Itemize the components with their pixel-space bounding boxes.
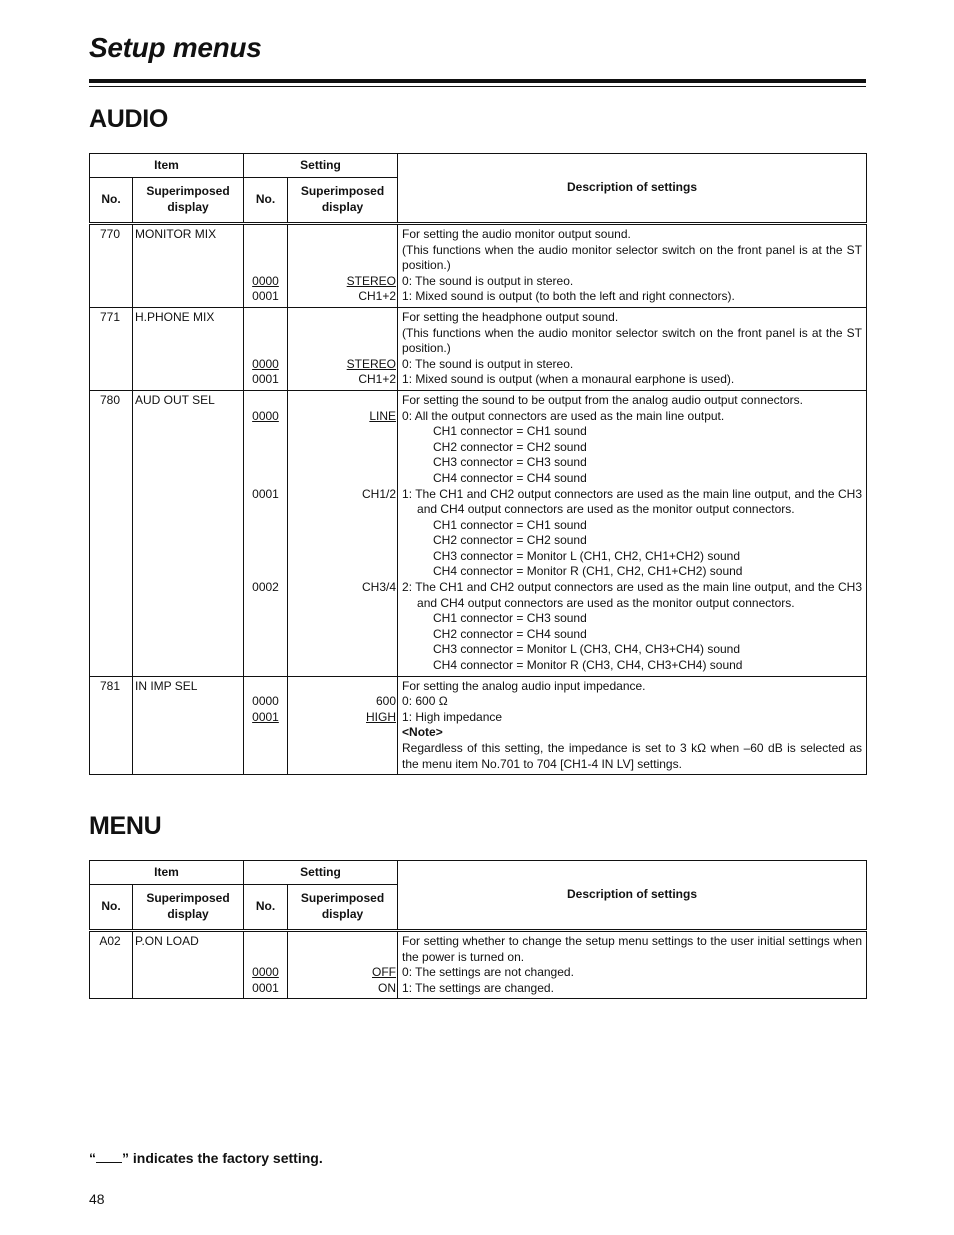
description-line: 1: Mixed sound is output (to both the left and right connectors).: [402, 289, 735, 304]
setting-no: [246, 934, 285, 950]
setting-no: [246, 393, 285, 409]
item-no: 780: [90, 390, 133, 676]
setting-display: CH1+2: [358, 372, 397, 387]
setting-no: 0000: [252, 356, 279, 371]
description-line: For setting the headphone output sound.: [402, 309, 619, 324]
setting-display: [290, 455, 396, 471]
setting-display: CH1+2: [358, 289, 397, 304]
description-line: 0: The sound is output in stereo.: [402, 273, 574, 288]
setting-no-cell: [244, 224, 288, 308]
header-setting-superimposed: Superimposed display: [288, 178, 398, 224]
description-line: CH1 connector = CH3 sound: [433, 611, 587, 626]
header-item: Item: [90, 154, 244, 178]
setting-no: [246, 950, 285, 966]
setting-display: STEREO: [346, 356, 397, 371]
header-description: Description of settings: [398, 861, 867, 931]
description-line: CH3 connector = Monitor L (CH1, CH2, CH1+CH2) sound: [433, 548, 741, 563]
footnote-text: ” indicates the factory setting.: [122, 1150, 323, 1166]
page-number: 48: [89, 1191, 105, 1207]
description-line: CH4 connector = CH4 sound: [433, 470, 587, 485]
audio-section-title: AUDIO: [89, 105, 169, 133]
description-line: For setting the sound to be output from the analog audio output connectors.: [402, 392, 803, 407]
setting-no: [246, 243, 285, 259]
description-line: CH4 connector = Monitor R (CH1, CH2, CH1+CH2) sound: [433, 564, 743, 579]
header-item: Item: [90, 861, 244, 885]
page-title: Setup menus: [89, 32, 262, 63]
description-line: 0: All the output connectors are used as the main line output.: [402, 408, 725, 423]
setting-no: [246, 502, 285, 518]
setting-display-cell: [288, 224, 398, 308]
setting-display: [290, 934, 396, 950]
setting-display: [290, 243, 396, 259]
setting-no-cell: [244, 390, 288, 676]
setting-no-cell: [244, 307, 288, 390]
setting-no: 0000: [252, 694, 279, 709]
setting-display-cell: [288, 676, 398, 775]
description-line: CH2 connector = CH4 sound: [433, 626, 587, 641]
description-line: For setting the analog audio input impedance.: [402, 678, 646, 693]
description-line: 2: The CH1 and CH2 output connectors are used as the main line output, and the CH3 and CH4 output connectors are used as the monitor output connectors.: [402, 580, 863, 610]
table-row: [90, 676, 867, 775]
setting-display: [290, 227, 396, 243]
setting-no-cell: [244, 931, 288, 999]
description-line: 1: The settings are changed.: [402, 980, 554, 995]
description-line: CH1 connector = CH1 sound: [433, 517, 587, 532]
setting-no: [246, 471, 285, 487]
description-line: 1: High impedance: [402, 709, 503, 724]
item-display: AUD OUT SEL: [133, 390, 244, 676]
setting-no: [246, 258, 285, 274]
setting-display: [290, 950, 396, 966]
setting-display: 600: [375, 694, 397, 709]
setting-no: 0000: [252, 273, 279, 288]
setting-no: [246, 518, 285, 534]
item-no: 770: [90, 224, 133, 308]
setting-display: STEREO: [346, 273, 397, 288]
description-line: 1: The CH1 and CH2 output connectors are used as the main line output, and the CH3 and CH4 output connectors are used as the monitor output connectors.: [402, 486, 863, 517]
description-line: 1: Mixed sound is output (when a monaural earphone is used).: [402, 372, 735, 387]
setting-display: [290, 549, 396, 565]
description-cell: [398, 676, 867, 775]
description-line: (This functions when the audio monitor selector switch on the front panel is at the ST position.): [402, 325, 863, 356]
setting-display: LINE: [369, 408, 397, 423]
header-setting: Setting: [244, 154, 398, 178]
setting-no: [246, 310, 285, 326]
menu-table-body: [90, 931, 867, 999]
setting-no: [246, 455, 285, 471]
table-row: [90, 390, 867, 676]
header-setting-superimposed: Superimposed display: [288, 885, 398, 931]
setting-display-cell: [288, 307, 398, 390]
setting-display: [290, 533, 396, 549]
setting-display-cell: [288, 931, 398, 999]
item-no: 781: [90, 676, 133, 775]
setting-display: [290, 310, 396, 326]
header-setting-no: No.: [244, 885, 288, 931]
description-line: For setting the audio monitor output sound.: [402, 227, 631, 241]
setting-no: 0001: [252, 980, 279, 995]
setting-display: HIGH: [366, 709, 397, 724]
item-display: H.PHONE MIX: [133, 307, 244, 390]
setting-display: CH1/2: [362, 486, 397, 501]
setting-no: 0001: [252, 289, 279, 304]
table-row: [90, 931, 867, 999]
description-cell: [398, 390, 867, 676]
factory-setting-footnote: [89, 1150, 323, 1166]
setting-no: [246, 549, 285, 565]
setting-display: [290, 393, 396, 409]
setting-display: [290, 341, 396, 357]
setting-display: [290, 424, 396, 440]
description-line: CH1 connector = CH1 sound: [433, 424, 587, 439]
setting-no-cell: [244, 676, 288, 775]
description-line: CH2 connector = CH2 sound: [433, 439, 587, 454]
setting-no: [246, 564, 285, 580]
description-line: CH3 connector = CH3 sound: [433, 455, 587, 470]
description-line: CH3 connector = Monitor L (CH3, CH4, CH3+CH4) sound: [433, 642, 741, 657]
description-cell: [398, 307, 867, 390]
item-display: IN IMP SEL: [133, 676, 244, 775]
setting-display: [290, 440, 396, 456]
setting-no: 0001: [252, 709, 279, 724]
description-line: CH2 connector = CH2 sound: [433, 533, 587, 548]
setting-no: 0000: [252, 408, 279, 423]
setting-no: [246, 533, 285, 549]
setting-display-cell: [288, 390, 398, 676]
header-item-superimposed: Superimposed display: [133, 885, 244, 931]
title-rule: [89, 79, 866, 83]
setting-no: [246, 341, 285, 357]
header-item-superimposed: Superimposed display: [133, 178, 244, 224]
header-item-no: No.: [90, 178, 133, 224]
setting-display: CH3/4: [362, 580, 397, 595]
description-line: <Note>: [402, 725, 443, 740]
underline-marker: [96, 1151, 122, 1163]
header-setting-no: No.: [244, 178, 288, 224]
setting-display: [290, 502, 396, 518]
setting-display: [290, 326, 396, 342]
item-no: A02: [90, 931, 133, 999]
item-no: 771: [90, 307, 133, 390]
description-line: 0: 600 Ω: [402, 694, 448, 709]
table-row: [90, 224, 867, 308]
description-line: For setting whether to change the setup menu settings to the user initial settings when the power is turned on.: [402, 934, 863, 964]
audio-table-body: [90, 224, 867, 775]
description-cell: [398, 224, 867, 308]
description-line: 0: The sound is output in stereo.: [402, 356, 574, 371]
setting-display: [290, 471, 396, 487]
item-display: P.ON LOAD: [133, 931, 244, 999]
setting-no: 0002: [252, 580, 279, 595]
audio-settings-table: [89, 153, 867, 775]
description-line: (This functions when the audio monitor selector switch on the front panel is at the ST position.): [402, 242, 863, 273]
setting-no: [246, 227, 285, 243]
description-cell: [398, 931, 867, 999]
setting-no: 0001: [252, 372, 279, 387]
setting-no: [246, 326, 285, 342]
setting-no: [246, 440, 285, 456]
menu-settings-table: [89, 860, 867, 999]
menu-section-title: MENU: [89, 812, 162, 840]
header-description: Description of settings: [398, 154, 867, 224]
header-setting: Setting: [244, 861, 398, 885]
setting-display: [290, 518, 396, 534]
description-line: 0: The settings are not changed.: [402, 965, 574, 980]
description-line: Regardless of this setting, the impedance is set to 3 kΩ when –60 dB is selected as the menu item No.701 to 704 [CH1-4 IN LV] settings.: [402, 741, 863, 771]
setting-no: 0001: [252, 486, 279, 501]
setting-display: [290, 564, 396, 580]
setting-no: [246, 679, 285, 695]
footnote-open-quote: “: [89, 1150, 96, 1166]
description-line: CH4 connector = Monitor R (CH3, CH4, CH3+CH4) sound: [433, 658, 743, 673]
setting-display: [290, 679, 396, 695]
title-rule-thin: [89, 86, 866, 87]
header-item-no: No.: [90, 885, 133, 931]
setting-display: ON: [378, 980, 397, 995]
setting-no: [246, 424, 285, 440]
setting-display: [290, 258, 396, 274]
setting-display: OFF: [372, 965, 397, 980]
table-row: [90, 307, 867, 390]
item-display: MONITOR MIX: [133, 224, 244, 308]
setting-no: 0000: [252, 965, 279, 980]
